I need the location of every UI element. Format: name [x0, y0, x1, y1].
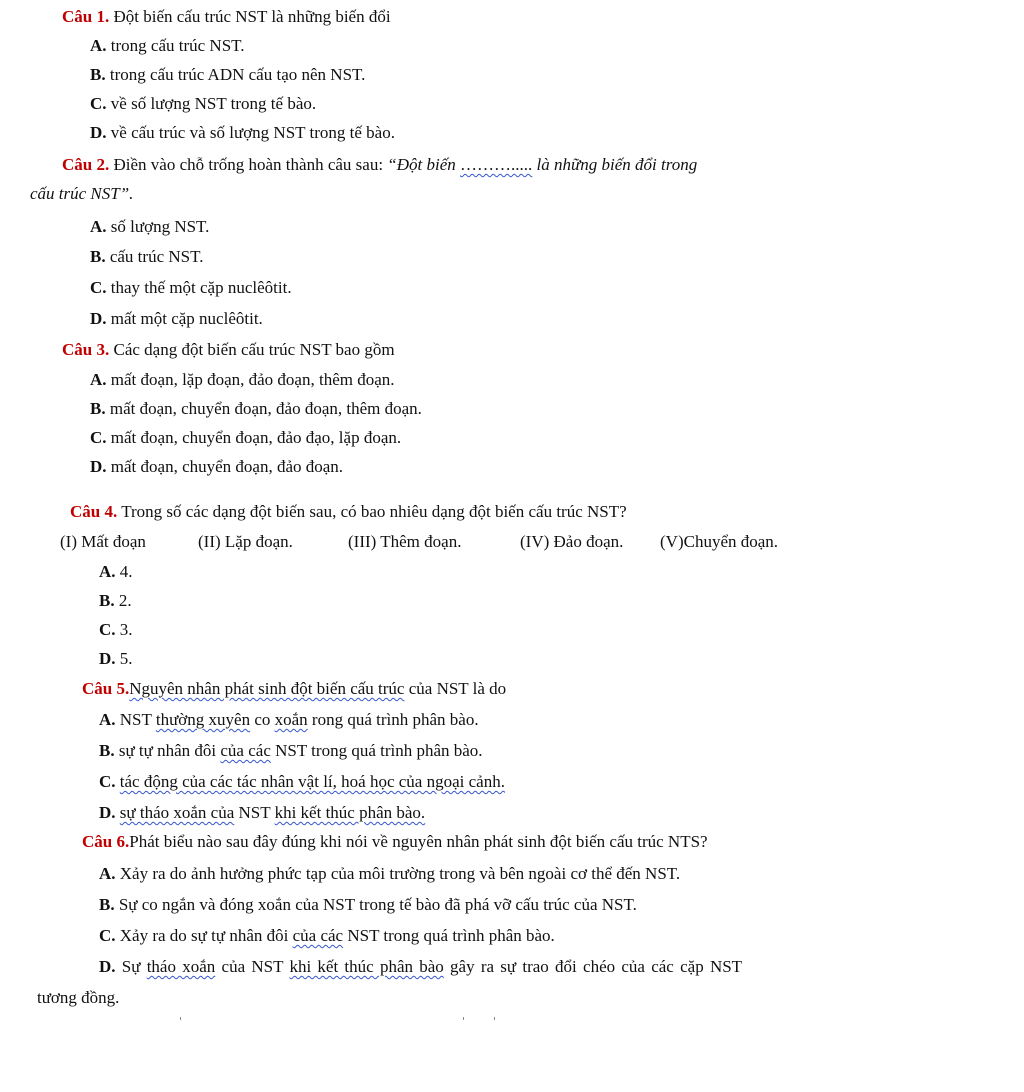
option-letter: A.	[90, 36, 107, 55]
option-letter: A.	[90, 217, 107, 236]
question-4-item-2: (II) Lặp đoạn.	[198, 532, 293, 551]
question-4-item-5: (V)Chuyển đoạn.	[660, 532, 779, 551]
question-5-number: Câu 5.	[82, 679, 130, 698]
option-text: mất đoạn, chuyển đoạn, đảo đoạn.	[110, 457, 344, 476]
question-4-items	[0, 531, 1024, 553]
option-letter: B.	[99, 895, 115, 914]
question-1-option-d	[90, 122, 395, 144]
option-text-underlined: của các	[292, 926, 344, 945]
option-letter: B.	[90, 247, 106, 266]
scan-mark	[180, 1017, 181, 1020]
question-4-option-a	[99, 561, 133, 583]
option-letter: D.	[90, 123, 107, 142]
question-5-stem	[82, 678, 506, 700]
option-text: trong cấu trúc ADN cấu tạo nên NST.	[109, 65, 366, 84]
question-4-option-d	[99, 648, 133, 670]
question-3-option-c	[90, 427, 401, 449]
question-6-number: Câu 6.	[82, 832, 130, 851]
option-letter: D.	[99, 803, 116, 822]
option-text-underlined: thường xuyên	[155, 710, 251, 729]
question-3-stem	[62, 339, 395, 361]
question-4-option-c	[99, 619, 133, 641]
question-1-option-a	[90, 35, 245, 57]
question-1-text: Đột biến cấu trúc NST là những biến đổi	[113, 7, 391, 26]
option-text: NST	[234, 803, 275, 822]
question-6-option-d	[99, 956, 742, 978]
option-text: Sự co ngắn và đóng xoắn của NST trong tế bào đã phá vỡ cấu trúc của NST.	[118, 895, 637, 914]
option-text: 3.	[119, 620, 133, 639]
question-2-blank: ……….....	[460, 155, 533, 174]
question-2-stem	[62, 154, 697, 176]
question-2-option-c	[90, 277, 292, 299]
question-5-option-a	[99, 709, 479, 731]
question-3-option-a	[90, 369, 395, 391]
option-text: mất một cặp nuclêôtit.	[110, 309, 263, 328]
option-text-underlined: xoắn	[274, 710, 308, 729]
option-text: Sự	[121, 957, 147, 976]
option-letter: D.	[99, 649, 116, 668]
option-letter: D.	[90, 457, 107, 476]
scan-mark	[463, 1017, 464, 1020]
option-text: về cấu trúc và số lượng NST trong tế bào.	[110, 123, 395, 142]
question-6-option-c	[99, 925, 555, 947]
question-3-number: Câu 3.	[62, 340, 110, 359]
option-text-underlined: tác động của các tác nhân vật lí, hoá học của ngoại cảnh.	[119, 772, 505, 791]
option-letter: A.	[90, 370, 107, 389]
option-text: gây ra sự trao đổi chéo của các cặp NST	[443, 957, 743, 976]
option-letter: A.	[99, 864, 116, 883]
option-letter: C.	[99, 926, 116, 945]
question-4-item-1: (I) Mất đoạn	[60, 532, 146, 551]
option-text-underlined: sự tháo xoắn của	[119, 803, 235, 822]
question-4-option-b	[99, 590, 132, 612]
question-4-item-4: (IV) Đảo đoạn.	[520, 532, 624, 551]
option-letter: C.	[90, 278, 107, 297]
option-text: NST	[119, 710, 156, 729]
option-letter: C.	[90, 428, 107, 447]
question-5-option-c	[99, 771, 505, 793]
option-text: NST trong quá trình phân bào.	[343, 926, 555, 945]
option-text: Xảy ra do sự tự nhân đôi	[119, 926, 293, 945]
option-text: của NST	[215, 957, 290, 976]
question-2-option-d	[90, 308, 263, 330]
option-text-underlined: tháo xoắn	[146, 957, 216, 976]
option-text-underlined: của các	[220, 741, 271, 760]
question-2-stem-line2: cấu trúc NST”.	[30, 184, 134, 203]
option-letter: A.	[99, 562, 116, 581]
question-2-number: Câu 2.	[62, 155, 110, 174]
option-text-underlined: khi kết thúc phân bào.	[274, 803, 426, 822]
question-1-option-c	[90, 93, 316, 115]
question-2-option-b	[90, 246, 203, 268]
question-6-option-d-continuation: tương đồng.	[37, 988, 120, 1007]
question-4-number: Câu 4.	[70, 502, 118, 521]
option-text: 4.	[119, 562, 133, 581]
option-letter: A.	[99, 710, 116, 729]
option-letter: C.	[99, 772, 116, 791]
option-text: về số lượng NST trong tế bào.	[110, 94, 317, 113]
option-text: rong quá trình phân bào.	[307, 710, 479, 729]
question-6-option-a	[99, 863, 680, 885]
option-letter: C.	[90, 94, 107, 113]
question-2-option-a	[90, 216, 209, 238]
option-letter: D.	[99, 957, 116, 976]
option-text: số lượng NST.	[110, 217, 210, 236]
question-1-stem	[62, 6, 391, 28]
option-letter: B.	[99, 591, 115, 610]
option-letter: B.	[90, 399, 106, 418]
question-1-option-b	[90, 64, 365, 86]
option-letter: D.	[90, 309, 107, 328]
question-4-item-3: (III) Thêm đoạn.	[348, 532, 462, 551]
question-3-option-b	[90, 398, 422, 420]
option-text: thay thế một cặp nuclêôtit.	[110, 278, 292, 297]
option-text: trong cấu trúc NST.	[110, 36, 245, 55]
option-text: 5.	[119, 649, 133, 668]
question-2-quote-start: “Đột biến	[387, 155, 456, 174]
option-text: mất đoạn, lặp đoạn, đảo đoạn, thêm đoạn.	[110, 370, 395, 389]
option-text: Xảy ra do ảnh hưởng phức tạp của môi trường trong và bên ngoài cơ thể đến NST.	[119, 864, 681, 883]
question-5-text: của NST là do	[404, 679, 507, 698]
option-text-underlined: khi kết thúc phân bào	[289, 957, 444, 976]
question-4-text: Trong số các dạng đột biến sau, có bao nhiêu dạng đột biến cấu trúc NST?	[121, 502, 627, 521]
option-text: NST trong quá trình phân bào.	[270, 741, 483, 760]
option-letter: B.	[99, 741, 115, 760]
question-1-number: Câu 1.	[62, 7, 110, 26]
question-6-option-b	[99, 894, 637, 916]
option-text: co	[250, 710, 275, 729]
option-text: mất đoạn, chuyển đoạn, đảo đoạn, thêm đoạn.	[109, 399, 422, 418]
option-text: mất đoạn, chuyển đoạn, đảo đạo, lặp đoạn.	[110, 428, 402, 447]
question-5-option-b	[99, 740, 483, 762]
scan-mark	[494, 1017, 495, 1020]
question-5-text-underlined: Nguyên nhân phát sinh đột biến cấu trúc	[129, 679, 405, 698]
question-6-stem	[82, 831, 708, 853]
option-letter: B.	[90, 65, 106, 84]
option-text: cấu trúc NST.	[109, 247, 204, 266]
question-4-stem	[70, 501, 627, 523]
question-3-text: Các dạng đột biến cấu trúc NST bao gồm	[113, 340, 395, 359]
question-3-option-d	[90, 456, 343, 478]
option-text: 2.	[118, 591, 132, 610]
question-6-text: Phát biểu nào sau đây đúng khi nói về nguyên nhân phát sinh đột biến cấu trúc NTS?	[129, 832, 708, 851]
question-2-quote-end: là những biến đổi trong	[536, 155, 698, 174]
option-text: sự tự nhân đôi	[118, 741, 221, 760]
question-2-text: Điền vào chỗ trống hoàn thành câu sau:	[113, 155, 384, 174]
option-letter: C.	[99, 620, 116, 639]
question-5-option-d	[99, 802, 425, 824]
